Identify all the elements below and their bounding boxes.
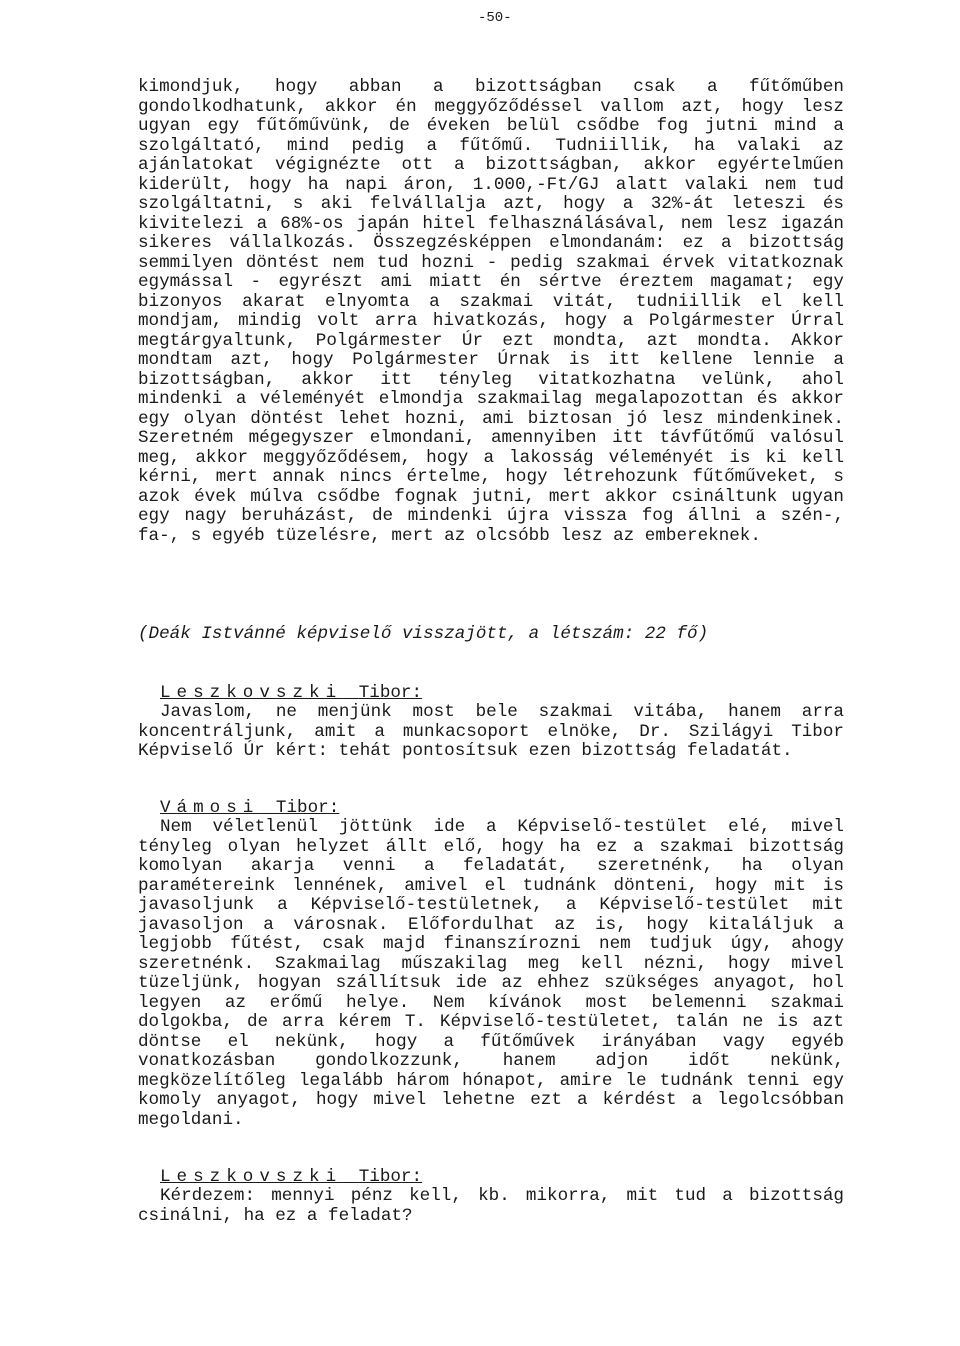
speech-text: Nem véletlenül jöttünk ide a Képviselő-testület elé, mivel tényleg olyan helyzet állt elő, hogy ha ez a szakmai bizottság komolyan akarja venni a feladatát, szeretnénk, ha olyan paramétereink lennének, amivel el tudnánk dönteni, hogy mit is javasoljunk a Képviselő-testületnek, a Képviselő-testület mit javasoljon a városnak. Előfordulhat az is, hogy kitaláljuk a legjobb fűtést, csak majd finanszírozni nem tudjuk úgy, ahogy szeretnénk. Szakmailag műszakilag meg kell nézni, hogy mivel tüzeljünk, hogyan szállítsuk ide az ehhez szükséges anyagot, hol legyen az erőmű helye. Nem kívánok most belemenni szakmai dolgokba, de arra kérem T. Képviselő-testületet, talán ne is azt döntse el nekünk, hogy a fűtőművek irányában vagy egyéb vonatkozásban gondolkozzunk, hanem adjon időt nekünk, megközelítőleg legalább három hónapot, amire le tudnánk tenni egy komoly anyagot, hogy mivel lehetne ezt a kérdést a legolcsóbban megoldani.	[138, 817, 844, 1130]
speech-text: Kérdezem: mennyi pénz kell, kb. mikorra, mit tud a bizottság csinálni, ha ez a feladat?	[138, 1186, 844, 1226]
page-number: -50-	[478, 10, 512, 26]
speaker-name	[160, 1168, 422, 1188]
speaker-surname: Leszkovszki	[160, 1167, 343, 1187]
speaker-name	[160, 799, 339, 819]
speaker-firstname: Tibor:	[275, 798, 340, 818]
speaker-firstname: Tibor:	[358, 683, 423, 703]
speaker-name	[160, 684, 422, 704]
speech-text: Javaslom, ne menjünk most bele szakmai vitába, hanem arra koncentráljunk, amit a munkacsoport elnöke, Dr. Szilágyi Tibor Képviselő Úr kért: tehát pontosítsuk ezen bizottság feladatát.	[138, 702, 844, 761]
speaker-firstname: Tibor:	[358, 1167, 423, 1187]
intro-paragraph	[138, 78, 844, 546]
attendance-note: (Deák Istvánné képviselő visszajött, a létszám: 22 fő)	[138, 624, 709, 644]
intro-text: kimondjuk, hogy abban a bizottságban csak a fűtőműben gondolkodhatunk, akkor én meggyőződéssel vallom azt, hogy lesz ugyan egy fűtőművünk, de éveken belül csődbe fog jutni mind a szolgáltató, mind pedig a fűtőmű. Tudniillik, ha valaki az ajánlatokat végignézte ott a bizottságban, akkor egyértelműen kiderült, hogy ha napi áron, 1.000,-Ft/GJ alatt valaki nem tud szolgáltatni, s aki felvállalja azt, hogy a 32%-át leteszi és kivitelezi a 68%-os japán hitel felhasználásával, nem lesz igazán sikeres vállalkozás. Összegzésképpen elmondanám: ez a bizottság semmilyen döntést nem tud hozni - pedig szakmai érvek vitatkoznak egymással - egyrészt ami miatt én sértve éreztem magamat; egy bizonyos akarat elnyomta a szakmai vitát, tudniillik el kell mondjam, mindig volt arra hivatkozás, hogy a Polgármester Úrral megtárgyaltunk, Polgármester Úr ezt mondta, azt mondta. Akkor mondtam azt, hogy Polgármester Úrnak is itt kellene lennie a bizottságban, akkor itt tényleg vitatkozhatna velünk, ahol mindenki a véleményét elmondja szakmailag megalapozottan és akkor egy olyan döntést lehet hozni, ami biztosan jó lesz mindenkinek. Szeretném mégegyszer elmondani, amennyiben itt távfűtőmű valósul meg, akkor meggyőződésem, hogy a lakosság véleményét is ki kell kérni, mert annak nincs értelme, hogy létrehozunk fűtőműveket, s azok évek múlva csődbe fognak jutni, mert akkor csináltunk ugyan egy nagy beruházást, de mindenki újra vissza fog állni a szén-, fa-, s egyéb tüzelésre, mert az olcsóbb lesz az embereknek.	[138, 77, 844, 546]
speaker-surname: Vámosi	[160, 798, 260, 818]
speaker-surname: Leszkovszki	[160, 683, 343, 703]
